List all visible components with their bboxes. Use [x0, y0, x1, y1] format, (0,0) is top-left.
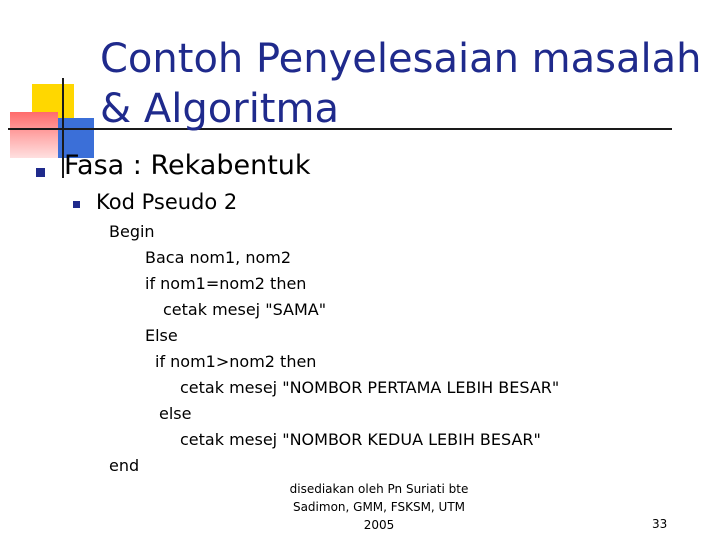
- code-line: cetak mesej "SAMA": [163, 300, 327, 319]
- code-line: end: [109, 456, 140, 475]
- code-line: Baca nom1, nom2: [145, 248, 292, 267]
- code-line: if nom1=nom2 then: [145, 274, 307, 293]
- code-line: else: [159, 404, 192, 423]
- slide-title: Contoh Penyelesaian masalah & Algoritma: [100, 36, 702, 132]
- decorative-red-square: [10, 112, 58, 158]
- code-line: if nom1>nom2 then: [155, 352, 317, 371]
- code-line: Begin: [109, 222, 155, 241]
- bullet-square-icon: [73, 201, 80, 208]
- code-line: cetak mesej "NOMBOR PERTAMA LEBIH BESAR": [180, 378, 560, 397]
- code-line: Else: [145, 326, 178, 345]
- footer-credit: disediakan oleh Pn Suriati bte Sadimon, GMM, FSKSM, UTM 2005: [289, 482, 469, 532]
- bullet-square-icon: [36, 168, 45, 177]
- code-line: cetak mesej "NOMBOR KEDUA LEBIH BESAR": [180, 430, 541, 449]
- bullet-level-1: Fasa : Rekabentuk: [64, 150, 311, 181]
- bullet-level-2: Kod Pseudo 2: [96, 190, 238, 214]
- page-number: 33: [652, 517, 668, 531]
